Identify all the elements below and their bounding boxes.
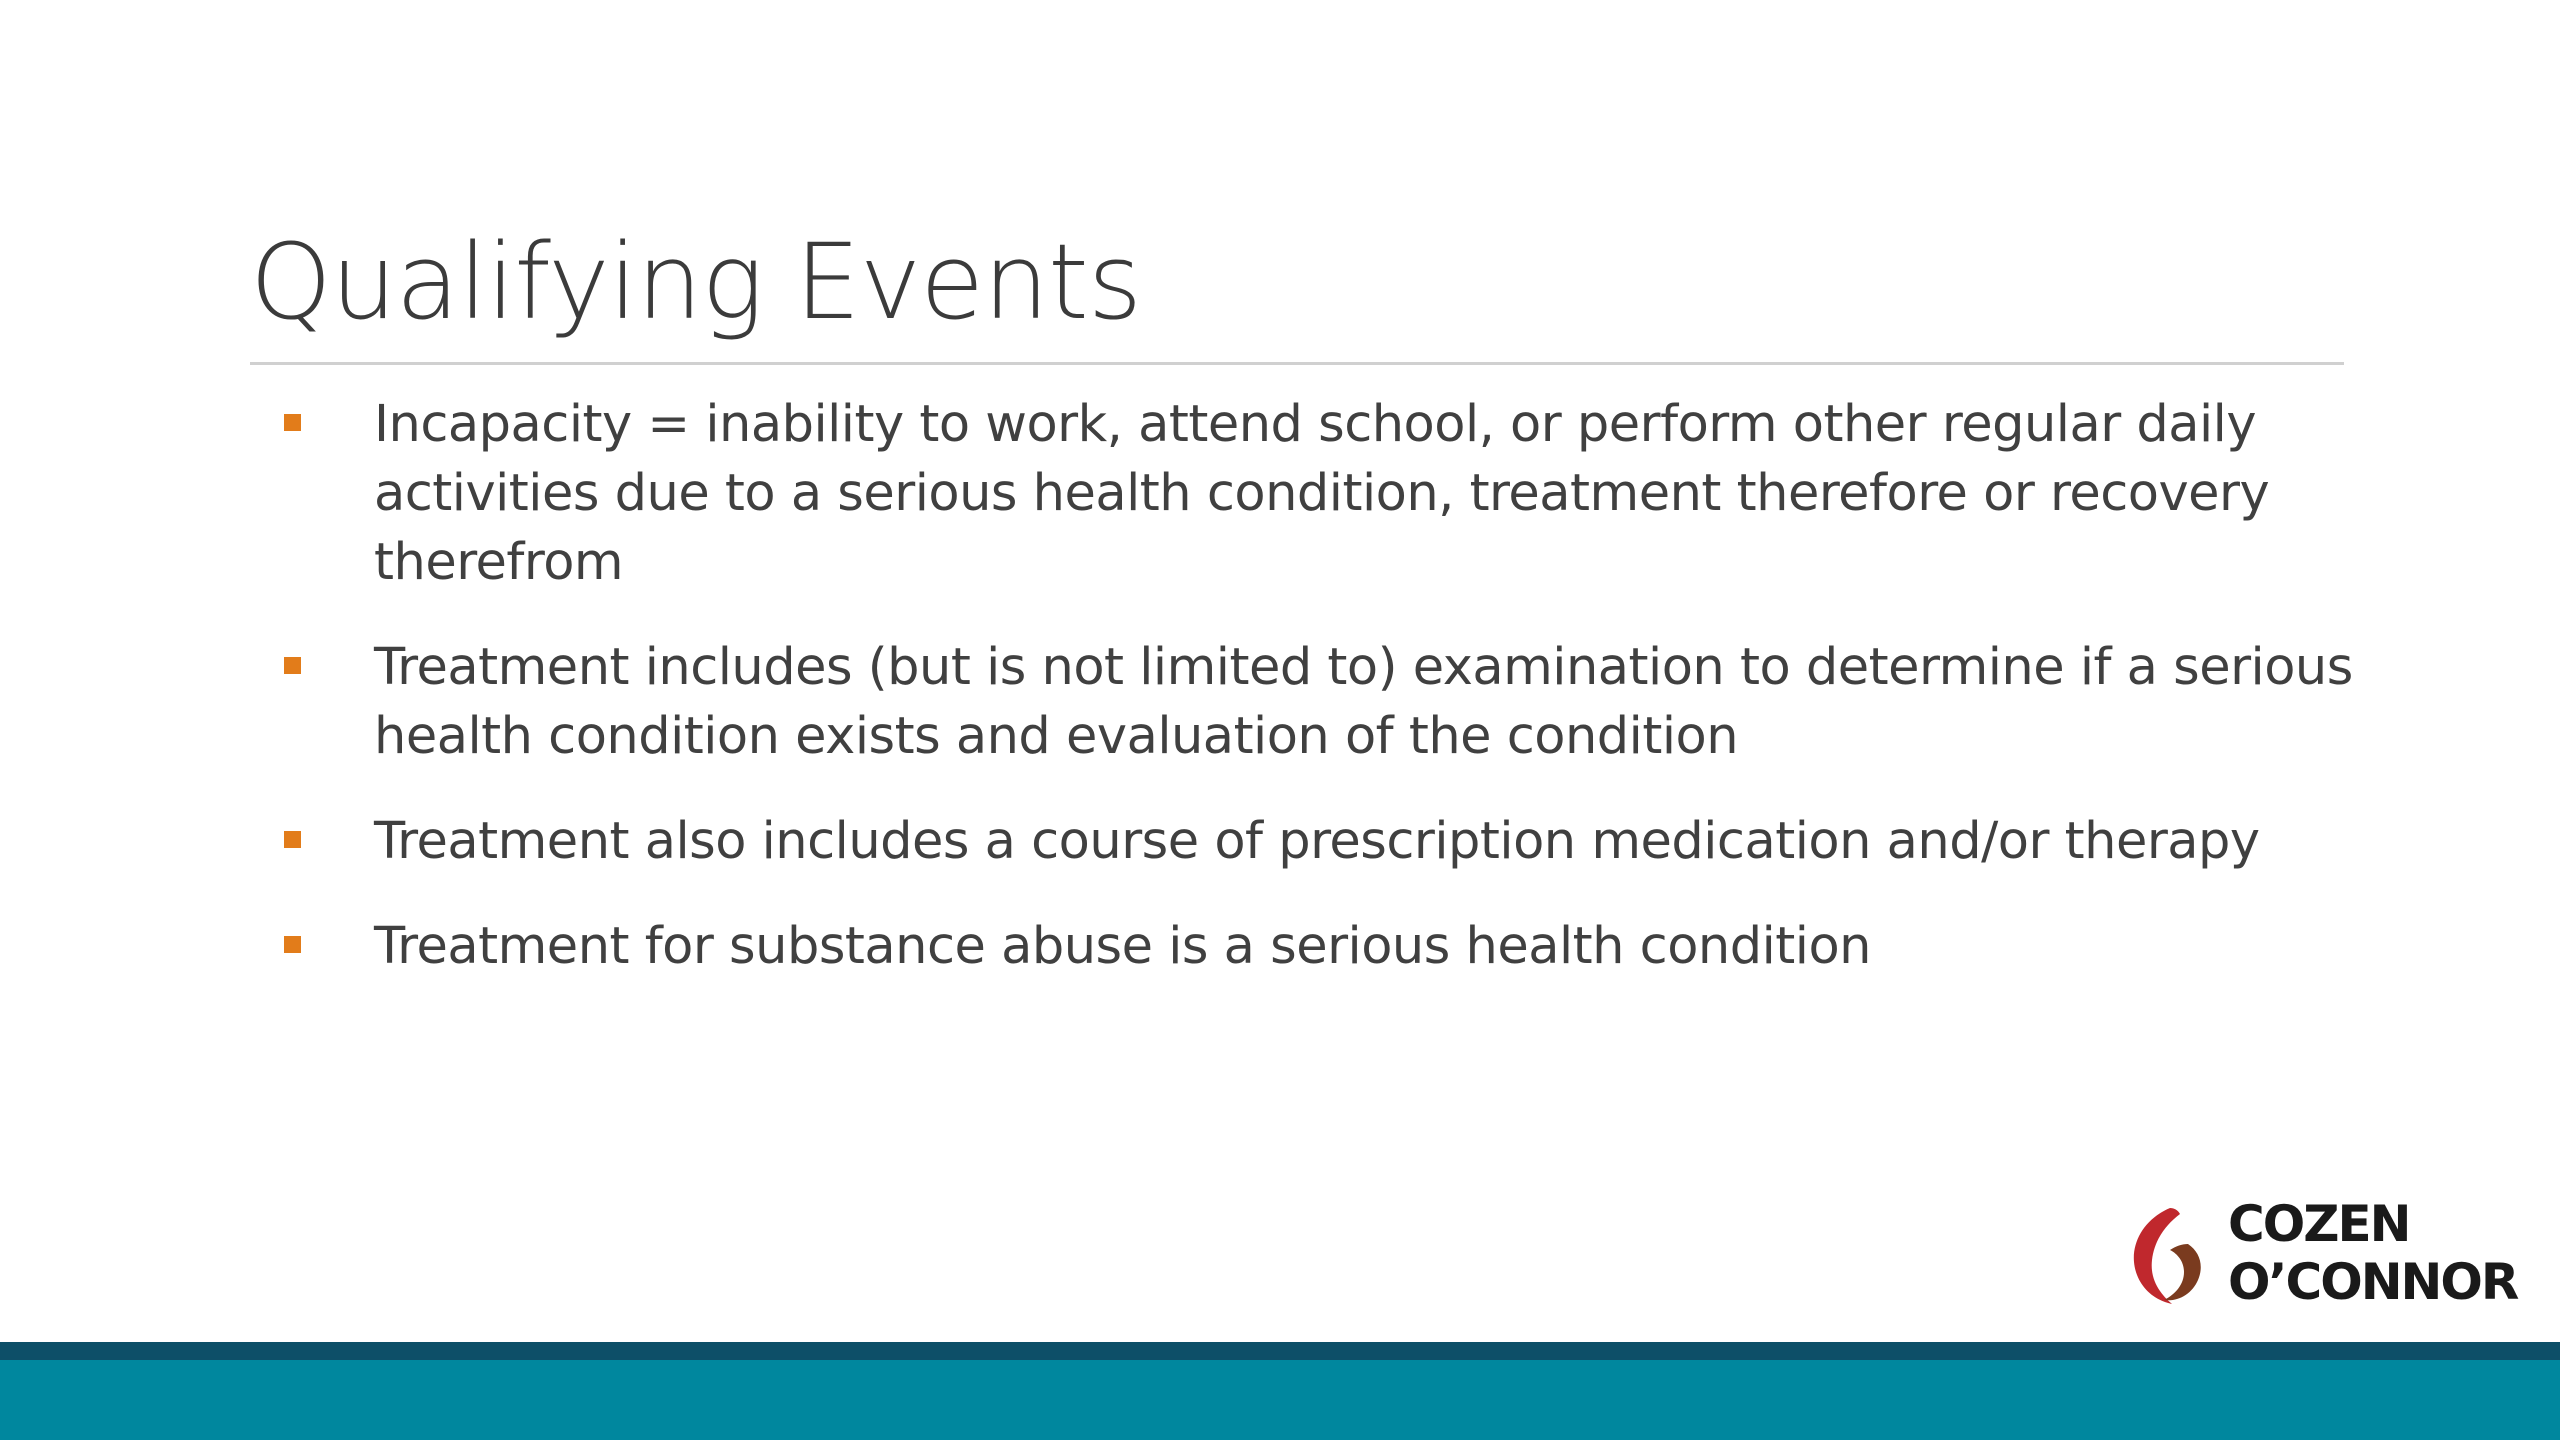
square-bullet-icon bbox=[284, 657, 301, 674]
logo-line-1: COZEN bbox=[2228, 1195, 2410, 1253]
bullet-item bbox=[284, 912, 2364, 981]
square-bullet-icon bbox=[284, 936, 301, 953]
slide-title: Qualifying Events bbox=[250, 221, 1142, 343]
logo-line-2: O’CONNOR bbox=[2228, 1253, 2518, 1311]
title-divider bbox=[250, 362, 2344, 365]
bullet-text: Incapacity = inability to work, attend school, or perform other regular daily activities due to a serious health condition, treatment therefore or recovery therefrom bbox=[374, 395, 2270, 592]
logo-wordmark bbox=[2228, 1195, 2517, 1311]
company-logo bbox=[2118, 1195, 2528, 1315]
bullet-item bbox=[284, 807, 2364, 876]
footer-teal-band bbox=[0, 1360, 2560, 1440]
bullet-item bbox=[284, 633, 2364, 771]
square-bullet-icon bbox=[284, 831, 301, 848]
bullet-item bbox=[284, 390, 2364, 597]
bullet-text: Treatment also includes a course of prescription medication and/or therapy bbox=[374, 812, 2260, 871]
cozen-oconnor-swirl-logo-icon bbox=[2118, 1200, 2228, 1310]
bullet-text: Treatment for substance abuse is a serious health condition bbox=[374, 917, 1871, 976]
bullet-text: Treatment includes (but is not limited to) examination to determine if a serious health condition exists and evaluation of the condition bbox=[374, 638, 2353, 766]
square-bullet-icon bbox=[284, 414, 301, 431]
footer-dark-stripe bbox=[0, 1342, 2560, 1360]
bullet-list bbox=[284, 390, 2364, 1017]
